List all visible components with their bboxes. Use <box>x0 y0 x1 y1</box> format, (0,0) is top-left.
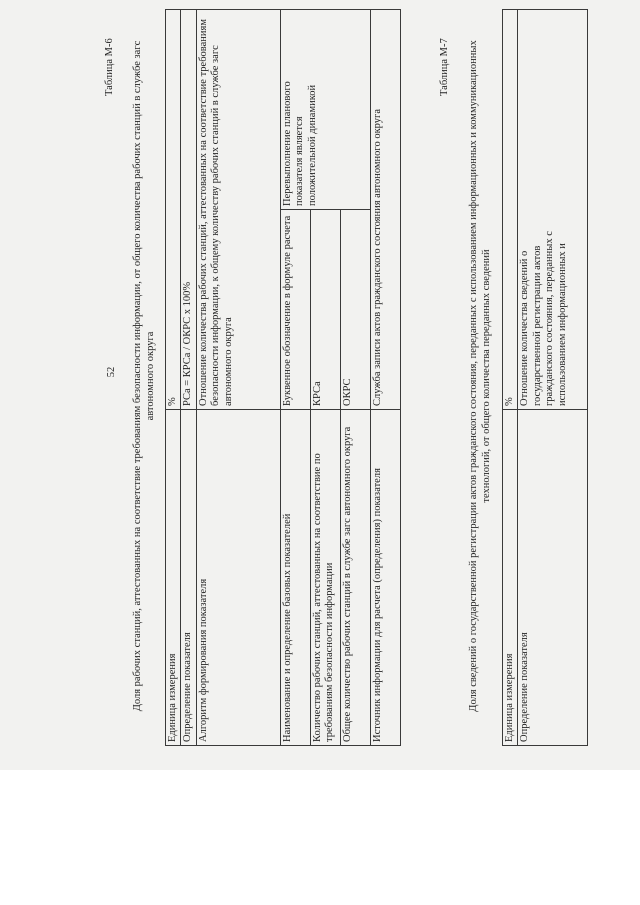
algorithm-value-cell: Отношение количества рабочих станций, аттестованных на соответствие требованиям безопасности информации, к общему количеству рабочих станций в службе загс автономного округа <box>196 10 280 410</box>
algorithm-label-cell: Алгоритм формирования показателя <box>196 410 280 746</box>
unit-label-cell: Единица измерения <box>166 410 181 746</box>
table-row <box>280 10 310 746</box>
definition-value-cell: РСа = КРСа / ОКРС х 100% <box>181 10 196 410</box>
base2-label-cell: Общее количество рабочих станций в службе загс автономного округа <box>340 410 370 746</box>
page-number: 52 <box>106 366 117 378</box>
table-m7-label: Таблица М-7 <box>439 38 450 96</box>
table-m6 <box>165 9 401 746</box>
m7-unit-value-cell: % <box>503 10 518 410</box>
table-row <box>166 10 181 746</box>
rotated-document-page <box>106 6 626 746</box>
base-header-label-cell: Наименование и определение базовых показателей <box>280 410 310 746</box>
table-m7-caption: Доля сведений о государственной регистрации актов гражданского состояния, переданных с использованием информационных и коммуникационных технологий, от общего количества переданных сведений <box>468 40 492 712</box>
symbol-header-cell: Буквенное обозначение в формуле расчета <box>280 210 310 410</box>
source-label-cell: Источник информации для расчета (определения) показателя <box>370 410 400 746</box>
table-row <box>370 10 400 746</box>
definition-label-cell: Определение показателя <box>181 410 196 746</box>
table-row <box>181 10 196 746</box>
table-m6-label: Таблица М-6 <box>104 38 115 96</box>
exceed-note-cell: Перевыполнение планового показателя является положительной динамикой <box>280 10 370 210</box>
table-m7 <box>502 9 588 746</box>
m7-unit-label-cell: Единица измерения <box>503 410 518 746</box>
table-row <box>518 10 588 746</box>
base1-label-cell: Количество рабочих станций, аттестованных на соответствие по требованиям безопасности информации <box>310 410 340 746</box>
unit-value-cell: % <box>166 10 181 410</box>
base2-symbol-cell: ОКРС <box>340 210 370 410</box>
source-value-cell: Служба записи актов гражданского состояния автономного округа <box>370 10 400 410</box>
m7-definition-value-cell: Отношение количества сведений о государственной регистрации актов гражданского состояния, переданных с использованием информационных и <box>518 10 588 410</box>
table-row <box>503 10 518 746</box>
table-row <box>196 10 280 746</box>
base1-symbol-cell: КРСа <box>310 210 340 410</box>
m7-definition-label-cell: Определение показателя <box>518 410 588 746</box>
table-m6-caption: Доля рабочих станций, аттестованных на соответствие требованиям безопасности информации, от общего количества рабочих станций в службе загс автономного округа <box>132 40 156 712</box>
